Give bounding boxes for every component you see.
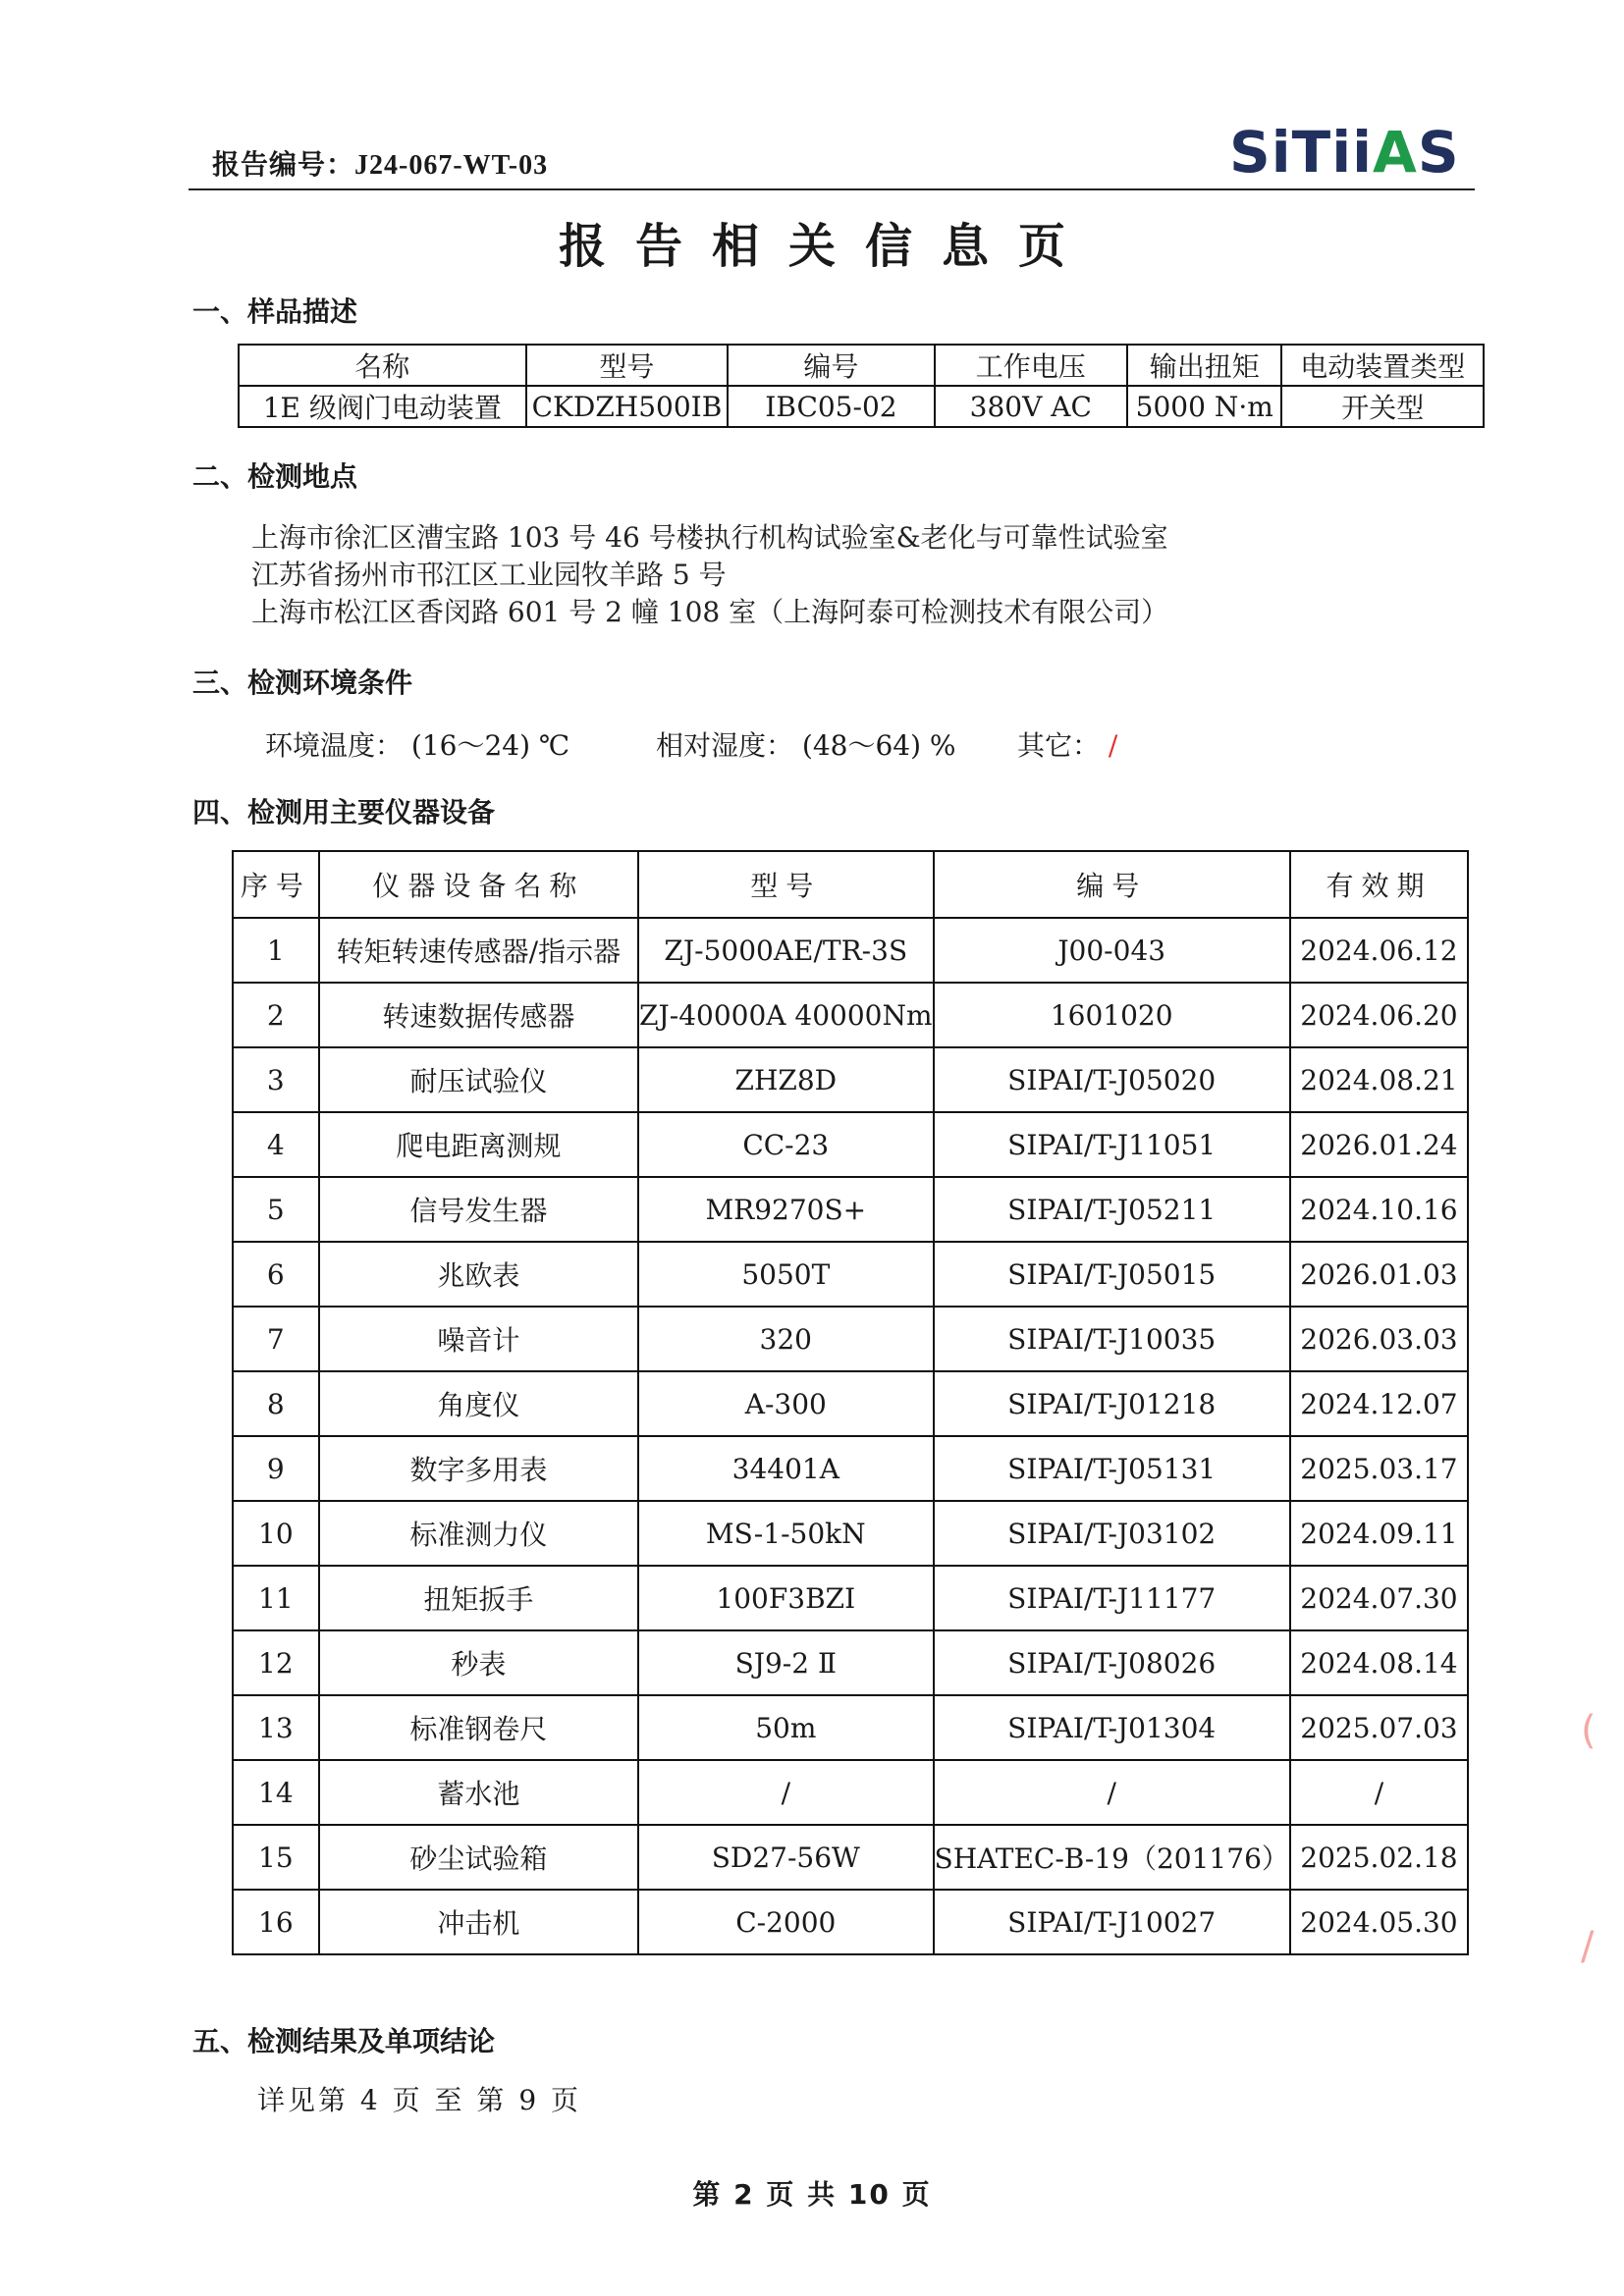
equipment-cell: 2024.05.30 (1290, 1890, 1468, 1954)
equipment-cell: 5 (233, 1177, 319, 1242)
section-heading-environment: 三、检测环境条件 (192, 667, 413, 699)
equipment-cell: 16 (233, 1890, 319, 1954)
equipment-cell: 3 (233, 1047, 319, 1112)
equipment-row (233, 1436, 1468, 1501)
equipment-cell: 2026.01.24 (1290, 1112, 1468, 1177)
sample-header-row (239, 345, 1484, 386)
equipment-header-cell: 编号 (934, 851, 1290, 918)
header-divider (189, 188, 1475, 190)
equipment-cell: 5050T (638, 1242, 933, 1307)
equipment-row (233, 1307, 1468, 1371)
equipment-row (233, 983, 1468, 1047)
equipment-cell: 10 (233, 1501, 319, 1566)
logo-text-right: S (1417, 119, 1460, 186)
equipment-rows (233, 918, 1468, 1954)
equipment-cell: 1 (233, 918, 319, 983)
equipment-cell: 2024.12.07 (1290, 1371, 1468, 1436)
equipment-table (232, 850, 1469, 1955)
equipment-cell: SHATEC-B-19（201176） (934, 1825, 1290, 1890)
equipment-cell: 2024.09.11 (1290, 1501, 1468, 1566)
equipment-cell: 兆欧表 (319, 1242, 638, 1307)
location-line: 上海市徐汇区漕宝路 103 号 46 号楼执行机构试验室&老化与可靠性试验室 (251, 521, 1168, 554)
sample-header-cell: 输出扭矩 (1127, 345, 1281, 386)
equipment-cell: 冲击机 (319, 1890, 638, 1954)
equipment-cell: 50m (638, 1695, 933, 1760)
report-number-value: J24-067-WT-03 (354, 150, 549, 181)
equipment-cell: 2025.03.17 (1290, 1436, 1468, 1501)
logo-text-left: SiTii (1229, 119, 1373, 186)
equipment-cell: 2024.08.21 (1290, 1047, 1468, 1112)
humidity (656, 724, 956, 764)
equipment-row (233, 1760, 1468, 1825)
equipment-cell: 标准钢卷尺 (319, 1695, 638, 1760)
equipment-cell: SIPAI/T-J05131 (934, 1436, 1290, 1501)
equipment-cell: SIPAI/T-J10027 (934, 1890, 1290, 1954)
equipment-cell: SIPAI/T-J01304 (934, 1695, 1290, 1760)
sample-cell: 开关型 (1281, 386, 1484, 427)
equipment-cell: CC-23 (638, 1112, 933, 1177)
equipment-cell: SIPAI/T-J03102 (934, 1501, 1290, 1566)
equipment-cell: SIPAI/T-J05211 (934, 1177, 1290, 1242)
equipment-cell: 2024.07.30 (1290, 1566, 1468, 1630)
sample-table (238, 344, 1485, 428)
equipment-row (233, 1695, 1468, 1760)
equipment-row (233, 1566, 1468, 1630)
equipment-cell: 标准测力仪 (319, 1501, 638, 1566)
equipment-cell: 2026.03.03 (1290, 1307, 1468, 1371)
other-conditions (1017, 724, 1117, 764)
stamp-fragment: / (1581, 1924, 1595, 1969)
section-heading-location: 二、检测地点 (192, 460, 358, 493)
equipment-cell: 2024.10.16 (1290, 1177, 1468, 1242)
equipment-header-row (233, 851, 1468, 918)
equipment-cell: SIPAI/T-J01218 (934, 1371, 1290, 1436)
equipment-header-cell: 有效期 (1290, 851, 1468, 918)
sample-cell: 5000 N·m (1127, 386, 1281, 427)
equipment-row (233, 1630, 1468, 1695)
equipment-row (233, 1177, 1468, 1242)
equipment-cell: SJ9-2 Ⅱ (638, 1630, 933, 1695)
equipment-cell: 2026.01.03 (1290, 1242, 1468, 1307)
equipment-cell: 2024.06.12 (1290, 918, 1468, 983)
equipment-cell: MR9270S+ (638, 1177, 933, 1242)
equipment-cell: 34401A (638, 1436, 933, 1501)
equipment-cell: 角度仪 (319, 1371, 638, 1436)
equipment-row (233, 1112, 1468, 1177)
equipment-cell: MS-1-50kN (638, 1501, 933, 1566)
equipment-cell: 14 (233, 1760, 319, 1825)
equipment-cell: 蓄水池 (319, 1760, 638, 1825)
equipment-row (233, 1825, 1468, 1890)
humidity-value: (48～64) % (801, 729, 956, 762)
equipment-header-cell: 型号 (638, 851, 933, 918)
location-line: 江苏省扬州市邗江区工业园牧羊路 5 号 (251, 559, 727, 591)
humidity-label: 相对湿度： (656, 729, 794, 762)
equipment-cell: SIPAI/T-J08026 (934, 1630, 1290, 1695)
equipment-cell: 信号发生器 (319, 1177, 638, 1242)
section-heading-results: 五、检测结果及单项结论 (192, 2025, 496, 2057)
equipment-cell: / (1290, 1760, 1468, 1825)
equipment-cell: SIPAI/T-J10035 (934, 1307, 1290, 1371)
page-footer: 第 2 页 共 10 页 (692, 2178, 932, 2211)
equipment-cell: SIPAI/T-J05020 (934, 1047, 1290, 1112)
equipment-cell: A-300 (638, 1371, 933, 1436)
equipment-cell: 13 (233, 1695, 319, 1760)
equipment-cell: C-2000 (638, 1890, 933, 1954)
sample-header-cell: 工作电压 (935, 345, 1128, 386)
equipment-row (233, 1890, 1468, 1954)
equipment-cell: 320 (638, 1307, 933, 1371)
equipment-header-cell: 仪器设备名称 (319, 851, 638, 918)
equipment-cell: 2024.06.20 (1290, 983, 1468, 1047)
sample-data-row (239, 386, 1484, 427)
equipment-cell: 9 (233, 1436, 319, 1501)
equipment-cell: 12 (233, 1630, 319, 1695)
sample-header-cell: 型号 (526, 345, 729, 386)
equipment-cell: 2025.07.03 (1290, 1695, 1468, 1760)
equipment-cell: 6 (233, 1242, 319, 1307)
sample-cell: IBC05-02 (728, 386, 934, 427)
equipment-cell: 数字多用表 (319, 1436, 638, 1501)
equipment-cell: ZJ-40000A 40000Nm (638, 983, 933, 1047)
equipment-cell: 砂尘试验箱 (319, 1825, 638, 1890)
sample-header-cell: 电动装置类型 (1281, 345, 1484, 386)
equipment-cell: 7 (233, 1307, 319, 1371)
equipment-cell: 2 (233, 983, 319, 1047)
logo-text-accent: A (1372, 119, 1418, 186)
equipment-row (233, 1047, 1468, 1112)
equipment-cell: / (638, 1760, 933, 1825)
section-heading-equipment: 四、检测用主要仪器设备 (192, 796, 496, 828)
temperature (265, 724, 569, 764)
equipment-cell: 2024.08.14 (1290, 1630, 1468, 1695)
equipment-cell: 15 (233, 1825, 319, 1890)
temperature-value: (16～24) ℃ (410, 729, 570, 762)
report-number (212, 143, 548, 183)
equipment-cell: 100F3BZI (638, 1566, 933, 1630)
sample-cell: CKDZH500IB (526, 386, 729, 427)
equipment-cell: SD27-56W (638, 1825, 933, 1890)
equipment-cell: ZJ-5000AE/TR-3S (638, 918, 933, 983)
equipment-cell: J00-043 (934, 918, 1290, 983)
equipment-cell: 8 (233, 1371, 319, 1436)
report-number-label: 报告编号： (212, 148, 355, 181)
equipment-cell: 噪音计 (319, 1307, 638, 1371)
equipment-cell: 11 (233, 1566, 319, 1630)
equipment-cell: SIPAI/T-J11177 (934, 1566, 1290, 1630)
equipment-cell: 2025.02.18 (1290, 1825, 1468, 1890)
sample-cell: 1E 级阀门电动装置 (239, 386, 526, 427)
page-title: 报告相关信息页 (558, 219, 1095, 274)
sample-header-cell: 名称 (239, 345, 526, 386)
section-heading-sample: 一、样品描述 (192, 295, 358, 328)
equipment-row (233, 1242, 1468, 1307)
other-label: 其它： (1017, 729, 1101, 762)
equipment-cell: 转矩转速传感器/指示器 (319, 918, 638, 983)
equipment-row (233, 1501, 1468, 1566)
equipment-cell: ZHZ8D (638, 1047, 933, 1112)
equipment-cell: SIPAI/T-J11051 (934, 1112, 1290, 1177)
equipment-header-cell: 序号 (233, 851, 319, 918)
equipment-cell: 转速数据传感器 (319, 983, 638, 1047)
equipment-cell: 耐压试验仪 (319, 1047, 638, 1112)
equipment-row (233, 918, 1468, 983)
equipment-cell: 4 (233, 1112, 319, 1177)
equipment-cell: 1601020 (934, 983, 1290, 1047)
equipment-row (233, 1371, 1468, 1436)
sample-header-cell: 编号 (728, 345, 934, 386)
equipment-cell: 扭矩扳手 (319, 1566, 638, 1630)
equipment-cell: 秒表 (319, 1630, 638, 1695)
company-logo (1229, 116, 1465, 188)
location-line: 上海市松江区香闵路 601 号 2 幢 108 室（上海阿泰可检测技术有限公司） (251, 596, 1169, 628)
temperature-label: 环境温度： (265, 729, 404, 762)
stamp-fragment: ( (1581, 1708, 1597, 1753)
other-value: / (1108, 729, 1118, 762)
equipment-cell: 爬电距离测规 (319, 1112, 638, 1177)
equipment-cell: / (934, 1760, 1290, 1825)
sample-cell: 380V AC (935, 386, 1128, 427)
equipment-cell: SIPAI/T-J05015 (934, 1242, 1290, 1307)
results-reference: 详见第 4 页 至 第 9 页 (257, 2084, 582, 2116)
